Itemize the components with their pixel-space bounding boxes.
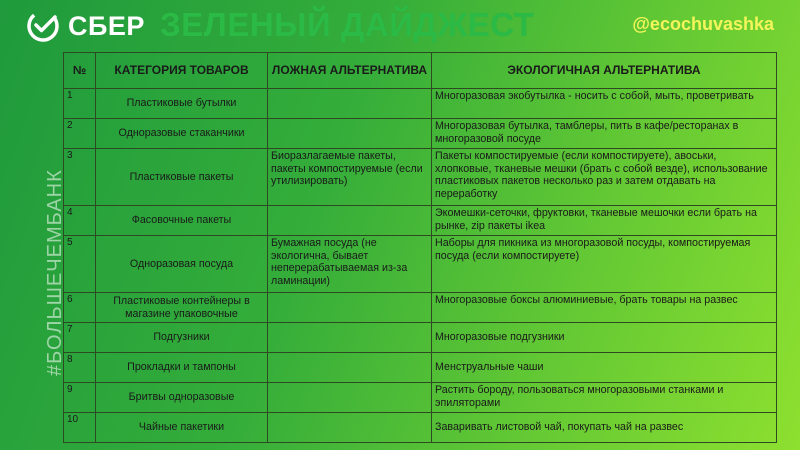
table-row [64,353,777,383]
table-row [64,119,777,149]
row-category: Одноразовая посуда [96,236,268,293]
row-eco-alternative: Многоразовые подгузники [432,323,777,353]
row-category: Фасовочные пакеты [96,206,268,236]
table-row [64,323,777,353]
row-category: Пластиковые бутылки [96,89,268,119]
header-number: № [64,53,96,89]
row-category: Одноразовые стаканчики [96,119,268,149]
row-number: 2 [64,119,96,149]
table-header-row [64,53,777,89]
table-row [64,383,777,413]
row-number: 8 [64,353,96,383]
table-row [64,413,777,443]
page-title: ЗЕЛЕНЫЙ ДАЙДЖЕСТ [160,6,535,43]
row-number: 5 [64,236,96,293]
row-number: 1 [64,89,96,119]
row-eco-alternative: Растить бороду, пользоваться многоразовыми станками и эпиляторами [432,383,777,413]
row-eco-alternative: Экомешки-сеточки, фруктовки, тканевые мешочки если брать на рынке, zip пакеты ikea [432,206,777,236]
row-false-alternative [268,89,432,119]
row-number: 3 [64,149,96,206]
brand-name: СБЕР [68,10,145,41]
eco-alternatives-table [63,52,777,443]
row-eco-alternative: Многоразовые боксы алюминиевые, брать товары на развес [432,293,777,323]
row-category: Бритвы одноразовые [96,383,268,413]
row-category: Пластиковые пакеты [96,149,268,206]
row-category: Прокладки и тампоны [96,353,268,383]
row-false-alternative [268,353,432,383]
row-eco-alternative: Пакеты компостируемые (если компостируете), авоськи, хлопковые, тканевые мешки (брать с собой везде), использование пластиковых пакетов несколько раз и затем отдавать на переработку [432,149,777,206]
social-handle: @ecochuvashka [632,14,774,34]
hashtag-text: #БОЛЬШЕЧЕМБАНК [44,169,66,376]
row-number: 9 [64,383,96,413]
row-category: Подгузники [96,323,268,353]
table-row [64,236,777,293]
header-false-alternative: ЛОЖНАЯ АЛЬТЕРНАТИВА [268,53,432,89]
row-false-alternative [268,293,432,323]
header-category: КАТЕГОРИЯ ТОВАРОВ [96,53,268,89]
row-false-alternative: Бумажная посуда (не экологична, бывает неперерабатываемая из-за ламинации) [268,236,432,293]
row-eco-alternative: Многоразовая экобутылка - носить с собой, мыть, проветривать [432,89,777,119]
row-eco-alternative: Наборы для пикника из многоразовой посуды, компостируемая посуда (если компостируете) [432,236,777,293]
row-eco-alternative: Многоразовая бутылка, тамблеры, пить в кафе/ресторанах в многоразовой посуде [432,119,777,149]
row-number: 10 [64,413,96,443]
row-false-alternative [268,206,432,236]
row-category: Пластиковые контейнеры в магазине упаковочные [96,293,268,323]
table-row [64,149,777,206]
row-number: 4 [64,206,96,236]
table-row [64,293,777,323]
row-eco-alternative: Заваривать листовой чай, покупать чай на развес [432,413,777,443]
row-false-alternative [268,323,432,353]
row-category: Чайные пакетики [96,413,268,443]
header-eco-alternative: ЭКОЛОГИЧНАЯ АЛЬТЕРНАТИВА [432,53,777,89]
table-row [64,206,777,236]
row-false-alternative [268,383,432,413]
row-eco-alternative: Менструальные чаши [432,353,777,383]
row-false-alternative [268,413,432,443]
row-number: 6 [64,293,96,323]
table-row [64,89,777,119]
sber-logo-icon [26,9,60,43]
row-false-alternative: Биоразлагаемые пакеты, пакеты компостируемые (если утилизировать) [268,149,432,206]
header [0,0,800,50]
row-number: 7 [64,323,96,353]
sber-logo [26,9,145,43]
row-false-alternative [268,119,432,149]
